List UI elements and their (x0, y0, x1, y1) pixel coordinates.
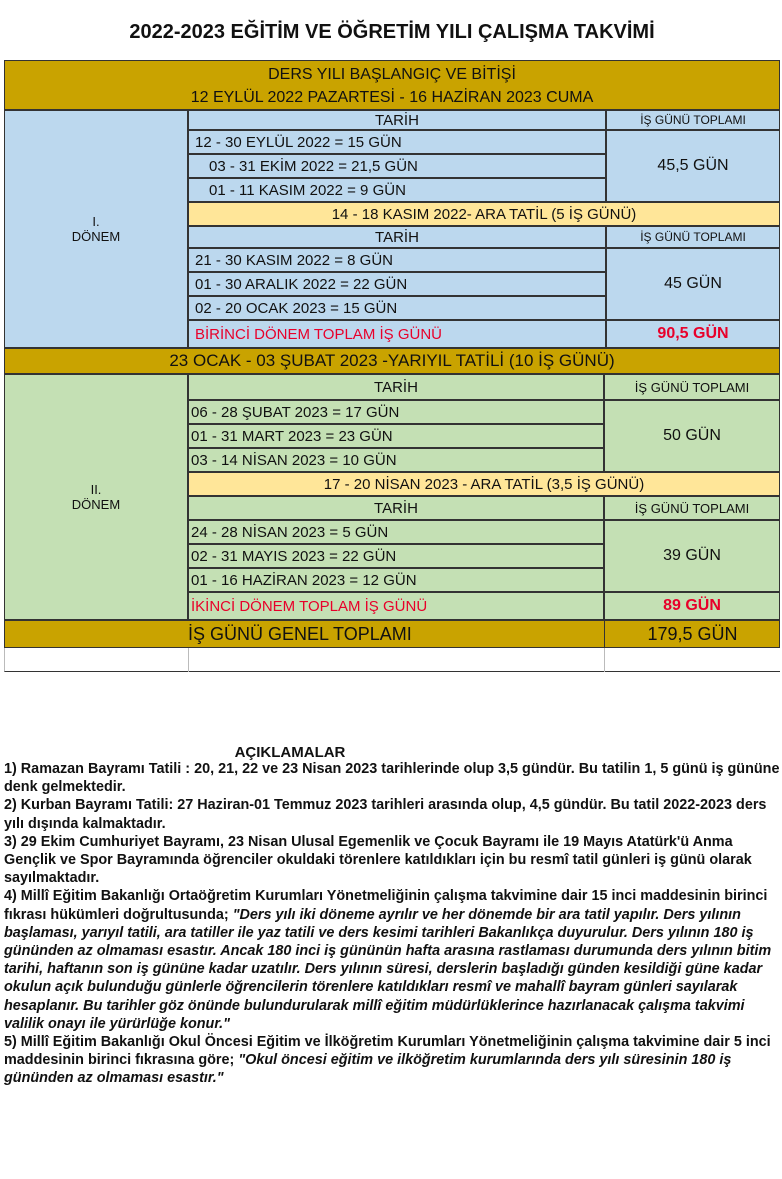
term1-sum-value: 90,5 GÜN (606, 320, 780, 348)
term1-block2-row: 02 - 20 OCAK 2023 = 15 GÜN (188, 296, 606, 320)
term2-block1-row: 06 - 28 ŞUBAT 2023 = 17 GÜN (188, 400, 604, 424)
term2-label-line1: II. (90, 482, 102, 497)
term1-break: 14 - 18 KASIM 2022- ARA TATİL (5 İŞ GÜNÜ) (188, 202, 780, 226)
term1-label-line2: DÖNEM (71, 229, 121, 244)
term1-block1-row: 12 - 30 EYLÜL 2022 = 15 GÜN (188, 130, 606, 154)
term2-sum-value: 89 GÜN (604, 592, 780, 620)
note-4-text: 4) Millî Eğitim Bakanlığı Ortaöğretim Kurumları Yönetmeliğinin çalışma takvimine dair 15 inci maddesinin birinci fıkrası hükümleri doğrultusunda; (4, 888, 768, 923)
term1-block1-total-header: İŞ GÜNÜ TOPLAMI (606, 110, 780, 130)
note-2: 2) Kurban Bayramı Tatili: 27 Haziran-01 Temmuz 2023 tarihleri arasında olup, 4,5 gündür. Bu tatil 2022-2023 ders yılı dışında kalmaktadır. (4, 797, 767, 832)
term1-block2-total-header: İŞ GÜNÜ TOPLAMI (606, 226, 780, 248)
page-title: 2022-2023 EĞİTİM VE ÖĞRETİM YILI ÇALIŞMA TAKVİMİ (129, 20, 655, 43)
term2-block1-row: 01 - 31 MART 2023 = 23 GÜN (188, 424, 604, 448)
term2-label (4, 374, 188, 620)
term2-block2-tarih-header: TARİH (188, 496, 604, 520)
term2-label-line2: DÖNEM (71, 497, 121, 512)
term2-block1-total: 50 GÜN (604, 400, 780, 472)
term2-block2-total-header: İŞ GÜNÜ TOPLAMI (604, 496, 780, 520)
note-3: 3) 29 Ekim Cumhuriyet Bayramı, 23 Nisan Ulusal Egemenlik ve Çocuk Bayramı ile 19 Mayıs Atatürk'ü Anma Gençlik ve Spor Bayramında öğrenciler okuldaki törenlere katıldıkları için bu resmî tatil günleri iş günü olarak sayılmaktadır. (4, 833, 752, 887)
term1-block2-tarih-header: TARİH (188, 226, 606, 248)
notes-body (4, 760, 780, 1088)
term2-block2-total: 39 GÜN (604, 520, 780, 592)
term1-label (4, 110, 188, 348)
term1-block1-tarih-header: TARİH (188, 110, 606, 130)
term1-block1-row: 03 - 31 EKİM 2022 = 21,5 GÜN (188, 154, 606, 178)
semester-break: 23 OCAK - 03 ŞUBAT 2023 -YARIYIL TATİLİ (10 İŞ GÜNÜ) (4, 348, 780, 374)
empty-row (4, 648, 780, 672)
note-1: 1) Ramazan Bayramı Tatili : 20, 21, 22 ve 23 Nisan 2023 tarihlerinde olup 3,5 gündür. Bu tatilin 1, 5 günü iş gününe denk gelmektedir. (4, 761, 780, 796)
term2-block1-total-header: İŞ GÜNÜ TOPLAMI (604, 374, 780, 400)
term2-sum-label: İKİNCİ DÖNEM TOPLAM İŞ GÜNÜ (188, 592, 604, 620)
year-header (4, 60, 780, 110)
term1-block1-total: 45,5 GÜN (606, 130, 780, 202)
term1-block2-total: 45 GÜN (606, 248, 780, 320)
term2-block2-row: 02 - 31 MAYIS 2023 = 22 GÜN (188, 544, 604, 568)
grand-total-value: 179,5 GÜN (604, 620, 780, 648)
year-header-line2: 12 EYLÜL 2022 PAZARTESİ - 16 HAZİRAN 2023 CUMA (190, 89, 594, 106)
empty-row-divider (188, 648, 189, 672)
empty-row-divider (604, 648, 605, 672)
notes-heading: AÇIKLAMALAR (234, 743, 346, 761)
note-4 (4, 887, 780, 1033)
term1-block1-row: 01 - 11 KASIM 2022 = 9 GÜN (188, 178, 606, 202)
note-5-text: 5) Millî Eğitim Bakanlığı Okul Öncesi Eğitim ve İlköğretim Kurumları Yönetmeliğinin çalışma takvimine dair 5 inci maddesinin birinci fıkrasına göre; (4, 1034, 771, 1069)
year-header-line1: DERS YILI BAŞLANGIÇ VE BİTİŞİ (268, 66, 516, 83)
term2-break: 17 - 20 NİSAN 2023 - ARA TATİL (3,5 İŞ GÜNÜ) (188, 472, 780, 496)
note-5-quote: "Okul öncesi eğitim ve ilköğretim kurumlarında ders yılı süresinin 180 iş gününden az olmaması esastır." (4, 1052, 732, 1087)
term2-block1-row: 03 - 14 NİSAN 2023 = 10 GÜN (188, 448, 604, 472)
note-5 (4, 1033, 780, 1088)
grand-total-label: İŞ GÜNÜ GENEL TOPLAMI (188, 623, 412, 644)
term1-block2-row: 21 - 30 KASIM 2022 = 8 GÜN (188, 248, 606, 272)
term1-sum-label: BİRİNCİ DÖNEM TOPLAM İŞ GÜNÜ (188, 320, 606, 348)
term1-block2-row: 01 - 30 ARALIK 2022 = 22 GÜN (188, 272, 606, 296)
term1-label-line1: I. (92, 214, 100, 229)
term2-block2-row: 24 - 28 NİSAN 2023 = 5 GÜN (188, 520, 604, 544)
term2-block1-tarih-header: TARİH (188, 374, 604, 400)
note-4-quote: "Ders yılı iki döneme ayrılır ve her dönemde bir ara tatil yapılır. Ders yılının başlaması, yarıyıl tatili, ara tatiller ile yaz tatili ve ders kesimi tarihleri Bakanlıkça duyurulur. Ders yılının 180 iş gününden az olmaması esastır. Ancak 180 inci iş gününün hafta arasına rastlaması durumunda ders yılının bitim tarihi, haftanın son iş gününe kadar uzatılır. Ders yılının süresi, derslerin başladığı günden kesildiği güne kadar okulun açık bulunduğu günlerle öğrencilerin törenlere katıldıkları resmî ve mahallî bayram günleri sayılarak hesaplanır. Bu tarihler göz önünde bulundurularak millî eğitim müdürlüklerince hazırlanacak çalışma takvimi valilik onayı ile yürürlüğe konur." (4, 906, 772, 1032)
term2-block2-row: 01 - 16 HAZİRAN 2023 = 12 GÜN (188, 568, 604, 592)
